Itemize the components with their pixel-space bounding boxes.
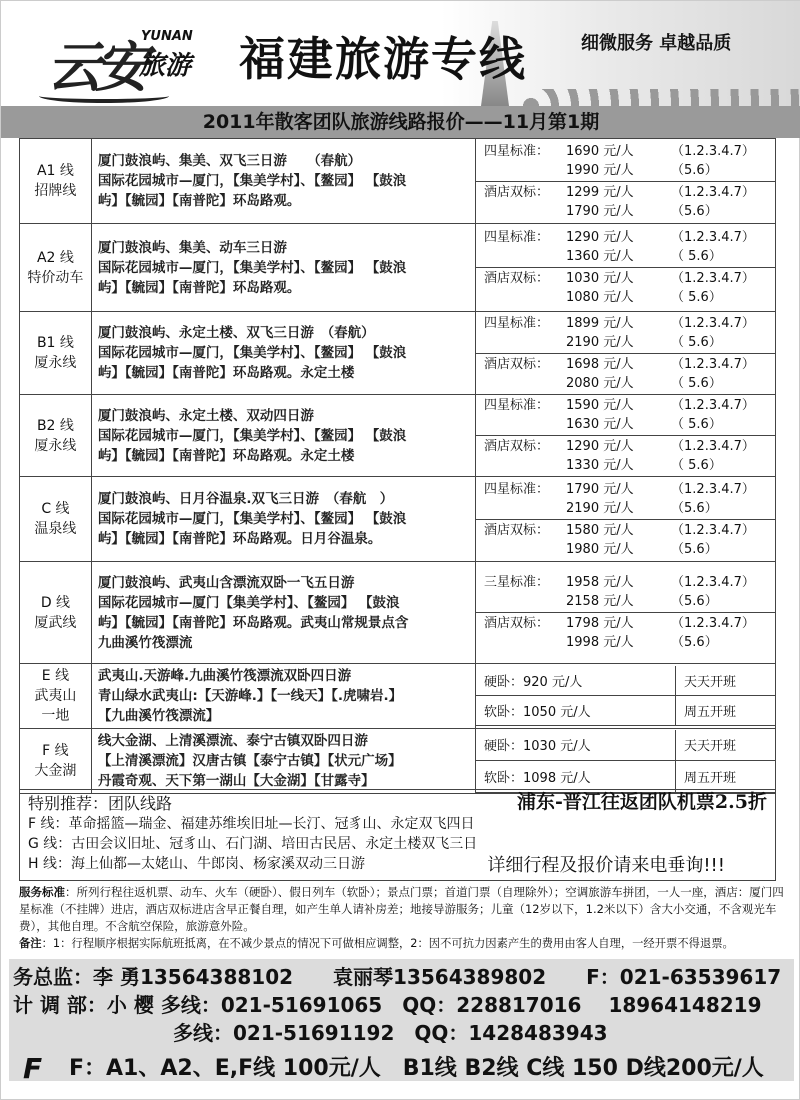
price-cell — [476, 729, 776, 794]
route-desc-line: 屿】【毓园】【南普陀】环岛路观。 — [97, 279, 301, 296]
price-amount: 2080 元/人 — [566, 375, 634, 391]
price-amount: 2190 元/人 — [566, 500, 634, 516]
price-days: （5.6） — [671, 594, 718, 609]
route-desc-line: 国际花园城市—厦门，【集美学村】、【鳌园】 【鼓浪 — [97, 173, 407, 189]
price-label: 三星标准： — [484, 575, 550, 590]
logo-sub: 旅游 — [139, 51, 192, 81]
price-amount: 2190 元/人 — [566, 334, 634, 350]
sleeper-row — [476, 730, 775, 762]
route-desc-line: 厦门鼓浪屿、集美、动车三日游 — [97, 239, 287, 256]
price-block — [476, 354, 775, 394]
price-label — [484, 633, 566, 652]
price-line — [484, 540, 771, 559]
sleeper-wrap — [476, 730, 775, 793]
price-days: （1.2.3.4.7） — [671, 522, 755, 538]
price-label: 四星标准： — [484, 143, 550, 159]
sleeper-schedule: 天天开班 — [676, 666, 775, 696]
route-desc-line: 国际花园城市—厦门【集美学村】、【鳌园】 【鼓浪 — [97, 594, 400, 611]
price-days: （ 5.6） — [671, 417, 722, 432]
header — [1, 1, 800, 106]
price-line — [484, 499, 771, 518]
price-label: 四星标准： — [484, 481, 550, 497]
table-row — [20, 224, 776, 312]
price-label: 四星标准： — [484, 398, 550, 413]
price-amount: 1080 元/人 — [566, 290, 634, 305]
price-line — [484, 633, 771, 652]
price-line — [484, 415, 771, 434]
price-days: （1.2.3.4.7） — [671, 271, 755, 286]
price-days: （ 5.6） — [671, 458, 722, 473]
route-name: 招牌线 — [34, 183, 77, 199]
note-label: 备注 — [19, 937, 42, 950]
page-title: 福建旅游专线 — [239, 32, 527, 86]
price-block — [476, 479, 775, 520]
price-days: （1.2.3.4.7） — [671, 616, 755, 631]
price-line — [484, 374, 771, 393]
note-text: ：1：行程顺序根据实际航班抵离，在不减少景点的情况下可做相应调整，2：因不可抗力因素产生的费用由客人自理，一经开票不得退票。 — [41, 937, 734, 950]
route-code: B1 线 — [36, 335, 74, 351]
route-name: 温泉线 — [34, 521, 77, 537]
price-amount: 1899 元/人 — [566, 315, 634, 331]
route-price-table — [19, 138, 776, 794]
sleeper-row — [476, 666, 775, 696]
price-days: （1.2.3.4.7） — [671, 398, 755, 413]
route-desc-line: 国际花园城市—厦门，【集美学村】、【鳌园】 【鼓浪 — [97, 511, 407, 527]
price-block — [476, 182, 775, 222]
price-days: （ 5.6） — [671, 334, 722, 350]
price-line — [484, 247, 771, 266]
route-desc-line: 线大金湖、上清溪漂流、泰宁古镇双卧四日游 — [97, 733, 368, 749]
route-code-cell — [20, 664, 92, 729]
route-desc-line: 【九曲溪竹筏漂流】 — [97, 708, 220, 724]
price-label — [484, 540, 566, 559]
price-days: （5.6） — [671, 541, 718, 557]
price-line — [484, 521, 771, 540]
price-label — [484, 161, 566, 180]
price-days: （1.2.3.4.7） — [671, 481, 755, 497]
table-row — [20, 395, 776, 477]
sleeper-schedule: 天天开班 — [676, 730, 775, 762]
logo-cn: 云安 — [47, 36, 143, 99]
route-description — [91, 729, 475, 794]
price-line — [484, 456, 771, 475]
route-code-cell — [20, 312, 92, 395]
special-line: G 线：古田会议旧址、冠豸山、石门湖、培田古民居、永定土楼双飞三日 — [28, 836, 478, 852]
route-code: B2 线 — [36, 417, 74, 434]
price-days: （5.6） — [671, 500, 718, 516]
price-amount: 1980 元/人 — [566, 541, 634, 557]
price-amount: 1030 元/人 — [566, 271, 634, 286]
price-cell — [476, 312, 776, 395]
price-days: （1.2.3.4.7） — [671, 439, 755, 454]
price-amount: 2158 元/人 — [566, 594, 634, 609]
route-desc-line: 丹霞奇观、天下第一湖山【大金湖】【甘露寺】 — [97, 773, 375, 789]
price-block — [476, 395, 775, 436]
price-label — [484, 247, 566, 266]
price-line — [484, 161, 771, 180]
route-code: F 线 — [42, 743, 69, 759]
price-label — [484, 333, 566, 352]
price-label — [484, 456, 566, 475]
route-desc-line: 厦门鼓浪屿、日月谷温泉.双飞三日游 （春航 ） — [97, 491, 394, 507]
sleeper-price: 软卧：1050 元/人 — [476, 696, 676, 726]
price-cell — [476, 477, 776, 562]
table-row — [20, 139, 776, 224]
price-amount: 1330 元/人 — [566, 458, 634, 473]
contact-block — [9, 959, 794, 1085]
route-desc-line: 国际花园城市—厦门，【集美学村】、【鳌园】 【鼓浪 — [97, 427, 407, 444]
route-desc-line: 国际花园城市—厦门，【集美学村】、【鳌园】 【鼓浪 — [97, 345, 407, 361]
table-row — [20, 729, 776, 794]
price-days: （1.2.3.4.7） — [671, 184, 755, 200]
route-desc-line: 屿】【毓园】【南普陀】环岛路观。永定土楼 — [97, 365, 355, 381]
price-block — [476, 520, 775, 560]
price-days: （1.2.3.4.7） — [671, 575, 755, 590]
route-code-cell — [20, 729, 92, 794]
price-amount: 1790 元/人 — [566, 481, 634, 497]
price-line — [484, 142, 771, 161]
special-recommendation — [19, 789, 776, 881]
price-amount: 1360 元/人 — [566, 249, 634, 264]
logo-en: YUNAN — [141, 29, 193, 44]
service-text: ：所列行程往返机票、动车、火车（硬卧）、假日列车（软卧）；景点门票；首道门票（自理除外）；空调旅游车拼团，一人一座，酒店：厦门四星标准（不挂牌）进店，酒店双标进店含早正餐自理，如产生单人请补房差；地接导游服务；儿童（12岁以下，1.2米以下）含大小交通，不含观光车费），其他自理。不含航空保险，旅游意外险。 — [19, 885, 784, 933]
price-block — [476, 436, 775, 476]
route-name: 厦永线 — [34, 355, 77, 371]
table-row — [20, 312, 776, 395]
yunan-logo — [29, 19, 229, 99]
price-amount: 1990 元/人 — [566, 162, 634, 178]
price-days: （ 5.6） — [671, 290, 722, 305]
price-label: 酒店双标： — [484, 522, 550, 538]
contact-director: 务总监：李 勇13564388102 袁丽琴13564389802 F：021-63539617 — [13, 965, 782, 989]
route-description — [91, 224, 475, 312]
sleeper-wrap — [476, 666, 775, 726]
price-days: （1.2.3.4.7） — [671, 356, 755, 372]
price-line — [484, 480, 771, 499]
price-amount: 1290 元/人 — [566, 230, 634, 245]
route-desc-line: 青山绿水武夷山:【天游峰.】【一线天】【.虎啸岩.】 — [97, 688, 403, 704]
route-description — [91, 477, 475, 562]
route-desc-line: 屿】【毓园】【南普陀】环岛路观。日月谷温泉。 — [97, 531, 382, 547]
price-line — [484, 202, 771, 221]
special-line: H 线：海上仙都—太姥山、牛郎岗、杨家溪双动三日游 — [28, 856, 365, 872]
logo-swoosh — [39, 89, 169, 103]
price-line — [484, 183, 771, 202]
route-code-cell — [20, 562, 92, 664]
contact-planning: 计 调 部：小 樱 多线：021-51691065 QQ：228817016 18964148219 — [13, 993, 762, 1017]
route-name: 厦武线 — [34, 614, 77, 631]
price-label — [484, 374, 566, 393]
table-row — [20, 562, 776, 664]
price-days: （5.6） — [671, 162, 718, 178]
price-block — [476, 227, 775, 268]
price-days: （5.6） — [671, 635, 718, 650]
sleeper-schedule: 周五开班 — [676, 696, 775, 726]
sleeper-row — [476, 761, 775, 793]
route-desc-line: 武夷山.天游峰.九曲溪竹筏漂流双卧四日游 — [97, 668, 352, 684]
route-code-cell — [20, 477, 92, 562]
route-code: A2 线 — [36, 249, 74, 266]
route-desc-line: 屿】【毓园】【南普陀】环岛路观。永定土楼 — [97, 447, 355, 464]
price-cell — [476, 664, 776, 729]
price-line — [484, 288, 771, 307]
route-desc-line: 【上清溪漂流】汉唐古镇【泰宁古镇】【状元广场】 — [97, 753, 402, 769]
price-line — [484, 437, 771, 456]
price-line — [484, 355, 771, 374]
route-desc-line: 国际花园城市—厦门，【集美学村】、【鳌园】 【鼓浪 — [97, 259, 407, 276]
price-cell — [476, 224, 776, 312]
price-days: （1.2.3.4.7） — [671, 315, 755, 331]
trees-image — [521, 89, 800, 106]
price-line — [484, 396, 771, 415]
price-label: 酒店双标： — [484, 271, 550, 286]
price-line — [484, 614, 771, 633]
remarks — [19, 935, 794, 952]
route-name: 大金湖 — [34, 763, 77, 779]
price-amount: 1998 元/人 — [566, 635, 634, 650]
price-label: 酒店双标： — [484, 356, 550, 372]
sleeper-price: 软卧：1098 元/人 — [476, 761, 676, 793]
route-desc-line: 厦门鼓浪屿、永定土楼、双动四日游 — [97, 407, 314, 424]
route-desc-line: 厦门鼓浪屿、集美、双飞三日游 （春航） — [97, 153, 362, 169]
f-logo-icon: F — [23, 1052, 43, 1085]
route-description — [91, 312, 475, 395]
table-row — [20, 477, 776, 562]
route-desc-line: 九曲溪竹筏漂流 — [97, 634, 193, 651]
price-line — [484, 573, 771, 592]
price-cell — [476, 139, 776, 224]
price-line — [484, 314, 771, 333]
price-block — [476, 141, 775, 182]
route-name: 厦永线 — [34, 437, 77, 454]
service-label: 服务标准 — [19, 885, 65, 899]
price-amount: 1790 元/人 — [566, 203, 634, 219]
price-amount: 1630 元/人 — [566, 417, 634, 432]
route-desc-line: 屿】【毓园】【南普陀】环岛路观。 — [97, 193, 301, 209]
route-code: A1 线 — [36, 163, 74, 179]
price-label: 四星标准： — [484, 315, 550, 331]
special-line: F 线：革命摇篮—瑞金、福建苏维埃旧址—长汀、冠豸山、永定双飞四日 — [28, 816, 475, 832]
sleeper-row — [476, 696, 775, 726]
price-days: （1.2.3.4.7） — [671, 143, 755, 159]
route-description — [91, 562, 475, 664]
price-days: （5.6） — [671, 203, 718, 219]
price-label — [484, 288, 566, 307]
price-amount: 1690 元/人 — [566, 143, 634, 159]
route-code: D 线 — [40, 594, 71, 611]
contact-planning-2: 多线：021-51691192 QQ：1428483943 — [13, 1021, 608, 1045]
route-description — [91, 395, 475, 477]
price-label: 酒店双标： — [484, 616, 550, 631]
sleeper-schedule: 周五开班 — [676, 761, 775, 793]
price-amount: 1698 元/人 — [566, 356, 634, 372]
table-row — [20, 664, 776, 729]
banner-title: 2011年散客团队旅游线路报价——11月第1期 — [1, 106, 800, 138]
route-code-cell — [20, 139, 92, 224]
price-days: （1.2.3.4.7） — [671, 230, 755, 245]
sleeper-price: 硬卧：1030 元/人 — [476, 730, 676, 762]
airfare-promo: 浦东-晋江往返团队机票2.5折 — [517, 791, 767, 813]
price-label — [484, 499, 566, 518]
price-days: （ 5.6） — [671, 249, 722, 264]
slogan: 细微服务 卓越品质 — [581, 33, 732, 54]
price-label — [484, 202, 566, 221]
special-title: 特别推荐：团队线路 — [28, 794, 173, 813]
price-label: 酒店双标： — [484, 184, 550, 200]
price-amount: 1798 元/人 — [566, 616, 634, 631]
price-cell — [476, 395, 776, 477]
route-code-cell — [20, 224, 92, 312]
price-line — [484, 269, 771, 288]
route-name: 武夷山 一地 — [34, 688, 77, 724]
commission-text: F：A1、A2、E,F线 100元/人 B1线 B2线 C线 150 D线200元/人 — [69, 1056, 764, 1081]
price-cell — [476, 562, 776, 664]
price-block — [476, 268, 775, 308]
service-standard — [19, 884, 789, 935]
route-code: C 线 — [41, 501, 70, 517]
route-description — [91, 139, 475, 224]
price-label: 四星标准： — [484, 230, 550, 245]
route-description — [91, 664, 475, 729]
route-desc-line: 厦门鼓浪屿、武夷山含漂流双卧一飞五日游 — [97, 574, 355, 591]
price-amount: 1590 元/人 — [566, 398, 634, 413]
price-label: 酒店双标： — [484, 439, 550, 454]
price-label — [484, 415, 566, 434]
price-line — [484, 228, 771, 247]
price-line — [484, 333, 771, 352]
price-block — [476, 313, 775, 354]
price-line — [484, 592, 771, 611]
route-desc-line: 厦门鼓浪屿、永定土楼、双飞三日游 （春航） — [97, 325, 375, 341]
price-amount: 1958 元/人 — [566, 575, 634, 590]
price-block — [476, 613, 775, 653]
price-days: （ 5.6） — [671, 375, 722, 391]
price-amount: 1580 元/人 — [566, 522, 634, 538]
price-block — [476, 572, 775, 613]
route-name: 特价动车 — [27, 269, 84, 286]
sleeper-price: 硬卧：920 元/人 — [476, 666, 676, 696]
price-label — [484, 592, 566, 611]
inquiry-text: 详细行程及报价请来电垂询!!! — [487, 855, 725, 876]
route-code-cell — [20, 395, 92, 477]
price-amount: 1299 元/人 — [566, 184, 634, 200]
price-amount: 1290 元/人 — [566, 439, 634, 454]
route-code: E 线 — [41, 668, 70, 684]
route-desc-line: 屿】【毓园】【南普陀】环岛路观。武夷山常规景点含 — [97, 614, 409, 631]
